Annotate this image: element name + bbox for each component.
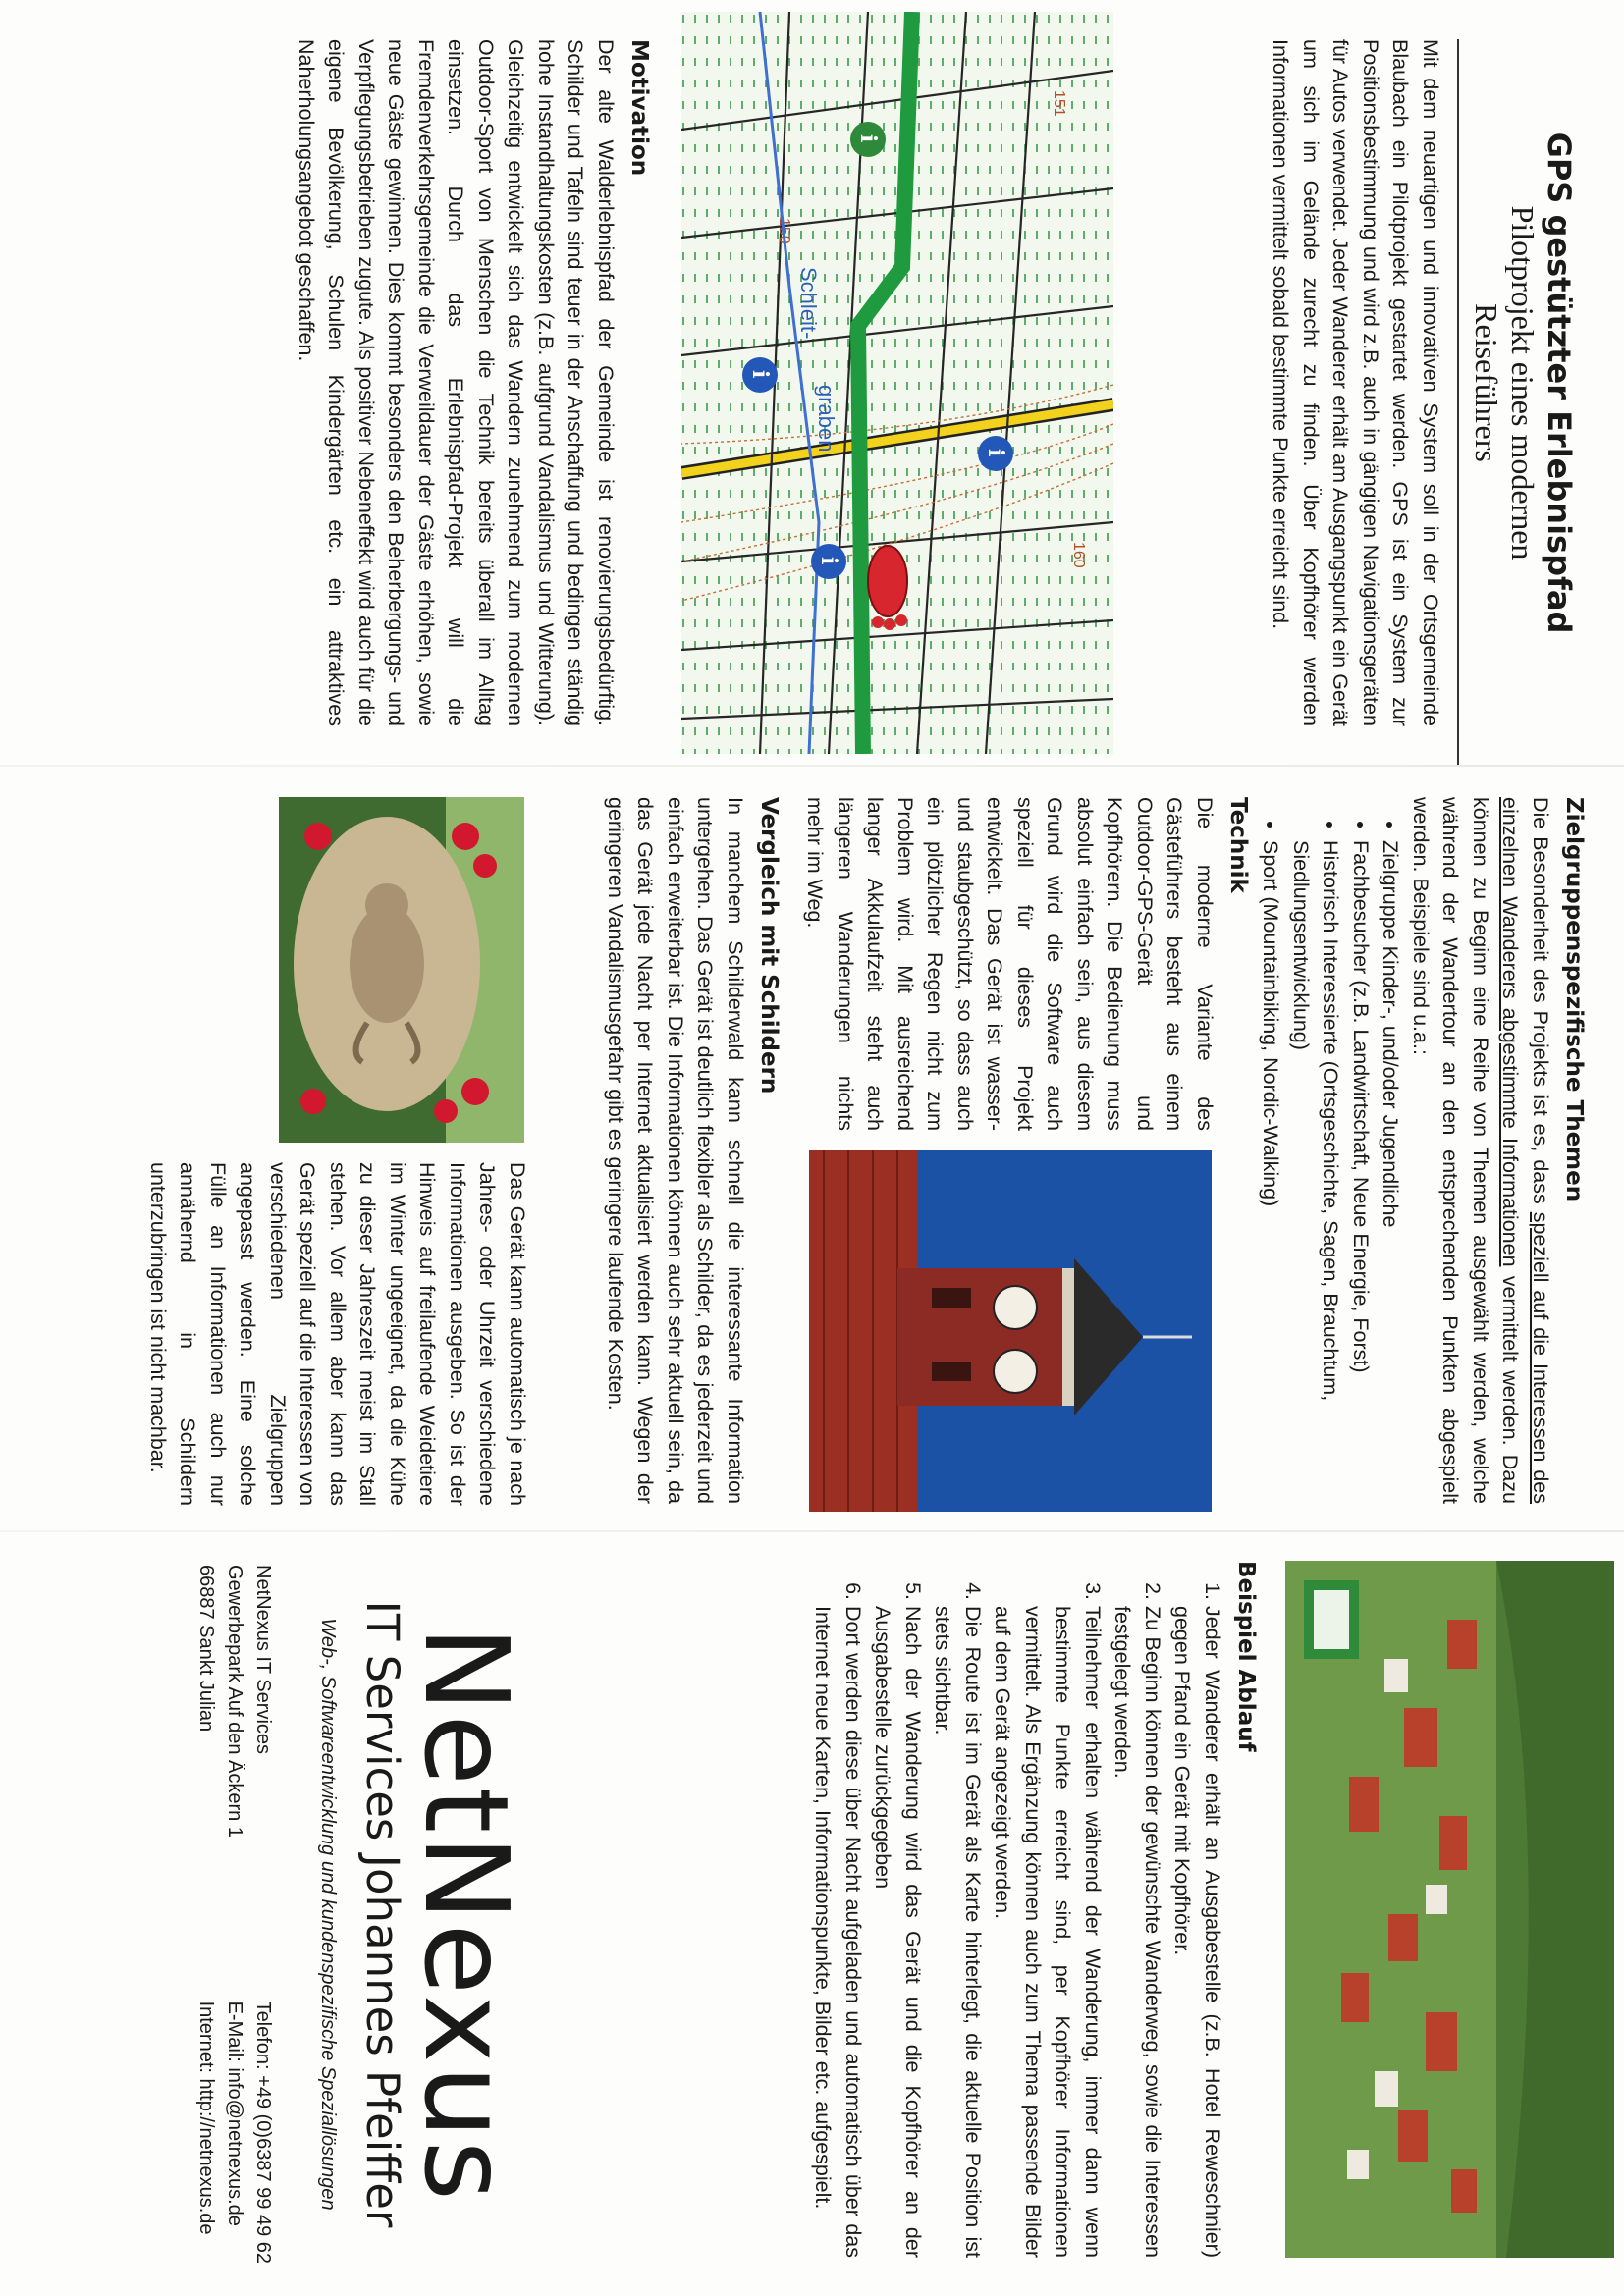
panel-ablauf-contact bbox=[0, 1531, 1624, 2296]
list-item: 3. Teilnehmer erhalten während der Wanderung, immer dann wenn bestimmte Punkte erreicht sind, per Kopfhörer Informationen vermittelt. Als Ergänzung können auch zum Thema passende Bilder auf dem Gerät angezeigt werden. bbox=[988, 1606, 1108, 2258]
company-logo: NetNexus bbox=[399, 1625, 534, 2204]
page-title: GPS gestützter Erlebnispfad bbox=[1541, 132, 1578, 634]
ablauf-section bbox=[808, 1561, 1259, 2258]
vergleich-paragraph: In manchem Schilderwald kann schnell die interessante Information untergehen. Das Gerät ist deutlich flexibler als Schilder, da es jederzeit und einfach erweiterbar ist. Die Informationen können auch sehr aktuell sein, da das Gerät jede Nacht per Internet aktualisiert werden kann. Wegen der geringeren Vandalismusgefahr gibt es geringere laufende Kosten. bbox=[603, 797, 747, 1504]
company-name: NetNexus IT Services bbox=[252, 1565, 274, 1755]
beetle-sculpture-photo bbox=[274, 797, 524, 1143]
list-item: • Zielgruppe Kinder-, und/oder Jugendliche bbox=[1376, 840, 1406, 1504]
svg-text:i: i bbox=[983, 449, 1008, 457]
intro-paragraph: Mit dem neuartigen und innovativen System soll in der Ortsgemeinde Blaubach ein Pilotprojekt gestartet werden. GPS ist ein System zur Positionsbestimmung und wird z.B. auch in gängigen Navigationsgeräten für Autos verwendet. Jeder Wanderer erhält am Ausgangspunkt ein Gerät um sich im Gelände zurecht zu finden. Über Kopfhörer werden Informationen vermittelt sobald bestimmte Punkte erreicht sind. bbox=[1269, 39, 1442, 726]
company-block bbox=[191, 1551, 534, 2277]
zielgruppen-text-underlined: speziell auf die Interessen des einzelnen Wanderers abgestimmte Informationen bbox=[1498, 797, 1552, 1505]
technik-heading: Technik bbox=[1225, 797, 1251, 893]
list-item: 2. Zu Beginn können der gewünschte Wanderweg, sowie die Interessen festgelegt werden. bbox=[1108, 1606, 1167, 2258]
map-contour-label-2: 160 bbox=[1070, 542, 1087, 568]
village-photo bbox=[1285, 1561, 1614, 2258]
list-item: 4. Die Route ist im Gerät als Karte hinterlegt, die aktuelle Position ist stets sichtbar. bbox=[928, 1606, 988, 2258]
zielgruppen-list bbox=[1256, 797, 1406, 1504]
church-tower-svg bbox=[809, 1150, 1212, 1512]
company-subtitle: IT Services Johannes Pfeiffer bbox=[356, 1600, 408, 2228]
zielgruppen-text-a: Die Besonderheit des Projekts ist es, dass bbox=[1529, 797, 1552, 1212]
beetle-sculpture-svg bbox=[279, 797, 524, 1143]
motivation-paragraph: Der alte Walderlebnispfad der Gemeinde ist renovierungsbedürftig. Schilder und Tafeln sind teuer in der Anschaffung und bedingen ständig hohe Instandhaltungskosten (z.B. aufgrund Vandalismus und Witterung). Gleichzeitig entwickelt sich das Wandern zunehmend zum modernen Outdoor-Sport von Menschen die Technik bereits überall im Alltag einsetzen. Durch das Erlebnispfad-Projekt will die Fremdenverkehrsgemeinde die Verweildauer der Gäste erhöhen, sowie neue Gäste gewinnen. Dies kommt besonders den Beherbergungs- und Verpflegungsbetrieben zugute. Als positiver Nebeneffekt wird auch für die eigene Bevölkerung, Schulen Kindergärten etc. ein attraktives Naherholungsangebot geschaffen. bbox=[294, 39, 618, 726]
list-item: 6. Dort werden diese über Nacht aufgeladen und automatisch über das Internet neue Karten, Informationspunkte, Bilder etc. aufgespielt. bbox=[808, 1606, 868, 2258]
panel-themes bbox=[0, 766, 1624, 1531]
company-tagline: Web-, Softwareentwicklung und kundenspezifische Speziallösungen bbox=[317, 1618, 339, 2211]
title-rule bbox=[1457, 39, 1459, 766]
svg-text:i: i bbox=[855, 134, 881, 143]
map-stream-label-1: Schleit- bbox=[796, 267, 821, 340]
map-contour-label-1: 151 bbox=[1051, 90, 1067, 117]
technik-section bbox=[800, 797, 1251, 1131]
list-item: • Fachbesucher (z.B. Landwirtschaft, Neue Energie, Forst) bbox=[1345, 840, 1376, 1504]
motivation-heading: Motivation bbox=[626, 39, 652, 177]
ablauf-list bbox=[808, 1561, 1227, 2258]
list-item: 5. Nach der Wanderung wird das Gerät und die Kopfhörer an der Ausgabestelle zurückgegeben bbox=[868, 1606, 928, 2258]
motivation-section bbox=[291, 39, 652, 726]
map-contour-label-3: 150 bbox=[776, 218, 792, 244]
zielgruppen-paragraph bbox=[1405, 797, 1555, 1504]
zielgruppen-section bbox=[1256, 797, 1587, 1504]
map-stream-label-2: graben bbox=[814, 385, 839, 453]
address-block bbox=[191, 1565, 277, 1838]
ablauf-heading: Beispiel Ablauf bbox=[1233, 1561, 1259, 1752]
page-subtitle-line1: Pilotprojekt eines modernen bbox=[1505, 205, 1542, 561]
title-block bbox=[1469, 39, 1577, 726]
church-tower-photo bbox=[809, 1150, 1212, 1512]
company-street: Gewerbepark Auf den Äckern 1 bbox=[224, 1565, 245, 1838]
vergleich-section bbox=[600, 797, 782, 1504]
company-email[interactable]: E-Mail: info@netnexus.de bbox=[224, 2001, 245, 2226]
svg-text:i: i bbox=[816, 557, 841, 565]
zielgruppen-text-b: vermittelt werden. Dazu können zu Beginn eine Reihe von Themen ausgewählt werden, welche während der Wandertour an den entsprechenden Punkten abgespielt werden. Beispiele sind u.a.: bbox=[1408, 797, 1523, 1504]
zielgruppen-heading: Zielgruppenspezifische Themen bbox=[1561, 797, 1587, 1202]
vergleich-heading: Vergleich mit Schildern bbox=[756, 797, 782, 1095]
trail-map-svg bbox=[681, 12, 1113, 754]
list-item: • Sport (Mountainbiking, Nordic-Walking) bbox=[1256, 840, 1286, 1504]
contact-block bbox=[191, 1551, 277, 2277]
list-item: 1. Jeder Wanderer erhält an Ausgabestelle (z.B. Hotel Reweschnier) gegen Pfand ein Gerät mit Kopfhörer. bbox=[1167, 1606, 1227, 2258]
company-city: 66887 Sankt Julian bbox=[195, 1565, 217, 1733]
company-phone: Telefon: +49 (0)6387 99 49 62 bbox=[252, 2001, 274, 2264]
village-photo-svg bbox=[1285, 1561, 1614, 2258]
list-item: • Historisch Interessierte (Ortsgeschichte, Sagen, Brauchtum, Siedlungsentwicklung) bbox=[1285, 840, 1345, 1504]
vergleich-paragraph-2: Das Gerät kann automatisch je nach Jahres- oder Uhrzeit verschiedene Informationen ausgeben. So ist der Hinweis auf freilaufende Weidetiere im Winter ungeeignet, da die Kühe zu dieser Jahreszeit meist im Stall stehen. Vor allem aber kann das Gerät speziell auf die Interessen von verschiedenen Zielgruppen angepasst werden. Eine solche Fülle an Informationen auch nur annähernd in Schildern unterzubringen ist nicht machbar. bbox=[145, 1162, 529, 1506]
contact-details bbox=[191, 2002, 277, 2264]
trail-map bbox=[681, 12, 1113, 754]
page-subtitle-line2: Reiseführers bbox=[1469, 303, 1505, 462]
technik-paragraph: Die moderne Variante des Gästeführers besteht aus einem Outdoor-GPS-Gerät und Kopfhörern. Die Bedienung muss absolut einfach sein, aus diesem Grund wird die Software auch speziell für dieses Projekt entwickelt. Das Gerät ist wasser- und staubgeschützt, so dass auch ein plötzlicher Regen nicht zum Problem wird. Mit ausreichend langer Akkulaufzeit steht auch längeren Wanderungen nichts mehr im Weg. bbox=[803, 797, 1217, 1131]
company-website[interactable]: Internet: http://netnexus.de bbox=[195, 2001, 217, 2235]
panel-gps-intro bbox=[0, 0, 1624, 766]
svg-text:i: i bbox=[747, 370, 773, 379]
